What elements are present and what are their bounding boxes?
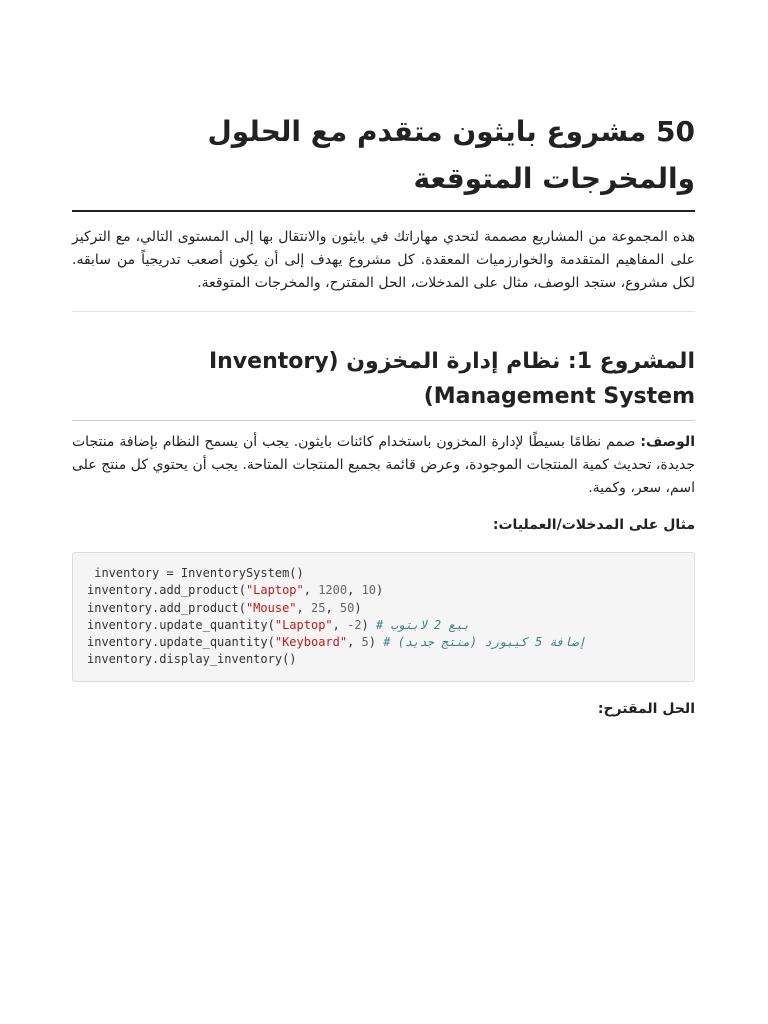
code-text: inventory.display_inventory() xyxy=(87,652,297,667)
code-string: "Laptop" xyxy=(245,583,304,598)
code-string: "Mouse" xyxy=(245,600,297,615)
code-text: inventory.update_quantity( xyxy=(87,635,275,650)
code-comment: # بيع 2 لابتوب xyxy=(376,617,470,632)
code-text: , xyxy=(347,583,362,598)
code-text: , xyxy=(296,600,311,615)
code-block[interactable] xyxy=(72,552,695,682)
code-text: inventory.add_product( xyxy=(87,583,246,598)
code-text: ) xyxy=(368,635,384,650)
code-text: , xyxy=(347,635,362,650)
project-1-title: المشروع 1: نظام إدارة المخزون (Inventory Management System) xyxy=(72,344,695,421)
example-label: مثال على المدخلات/العمليات: xyxy=(492,517,695,533)
code-text: inventory.add_product( xyxy=(87,600,246,615)
code-line xyxy=(87,634,680,651)
description-text: صمم نظامًا بسيطًا لإدارة المخزون باستخدام كائنات بايثون. يجب أن يسمح النظام بإضافة منتجات جديدة، تحديث كمية المنتجات الموجودة، وعرض قائمة بجميع المنتجات المتاحة. يجب أن يحتوي كل منتج على اسم، سعر، وكمية. xyxy=(72,434,695,496)
code-line xyxy=(87,617,680,634)
code-number: -2 xyxy=(347,617,362,632)
project-1-description xyxy=(72,431,695,500)
code-line xyxy=(87,600,680,617)
code-number: 1200 xyxy=(318,583,348,598)
code-line xyxy=(87,565,680,582)
code-string: "Keyboard" xyxy=(274,635,348,650)
code-line xyxy=(87,651,680,668)
code-text: inventory.update_quantity( xyxy=(87,617,275,632)
code-text: ) xyxy=(354,600,362,615)
code-line xyxy=(87,582,680,599)
document-page xyxy=(72,108,695,720)
description-label: الوصف: xyxy=(640,434,695,450)
code-number: 5 xyxy=(361,635,369,650)
code-number: 25 xyxy=(310,600,326,615)
code-text: , xyxy=(332,617,348,632)
code-text: ) xyxy=(376,583,384,598)
code-number: 50 xyxy=(339,600,355,615)
section-divider xyxy=(72,311,695,312)
code-text: inventory = InventorySystem() xyxy=(87,566,304,580)
code-text: , xyxy=(303,583,319,598)
code-text: , xyxy=(325,600,340,615)
page-title: 50 مشروع بايثون متقدم مع الحلول والمخرجات المتوقعة xyxy=(72,108,695,212)
code-text: ) xyxy=(361,617,376,632)
code-comment: # إضافة 5 كيبورد (منتج جديد) xyxy=(383,635,586,650)
intro-paragraph: هذه المجموعة من المشاريع مصممة لتحدي مهاراتك في بايثون والانتقال بها إلى المستوى التالي، مع التركيز على المفاهيم المتقدمة والخوارزميات المعقدة. كل مشروع يهدف إلى أن يكون أصعب تدريجياً من سابقه. لكل مشروع، ستجد الوصف، مثال على المدخلات، الحل المقترح، والمخرجات المتوقعة. xyxy=(72,229,695,291)
solution-label: الحل المقترح: xyxy=(597,700,695,717)
code-number: 10 xyxy=(361,583,377,598)
code-string: "Laptop" xyxy=(274,617,333,632)
